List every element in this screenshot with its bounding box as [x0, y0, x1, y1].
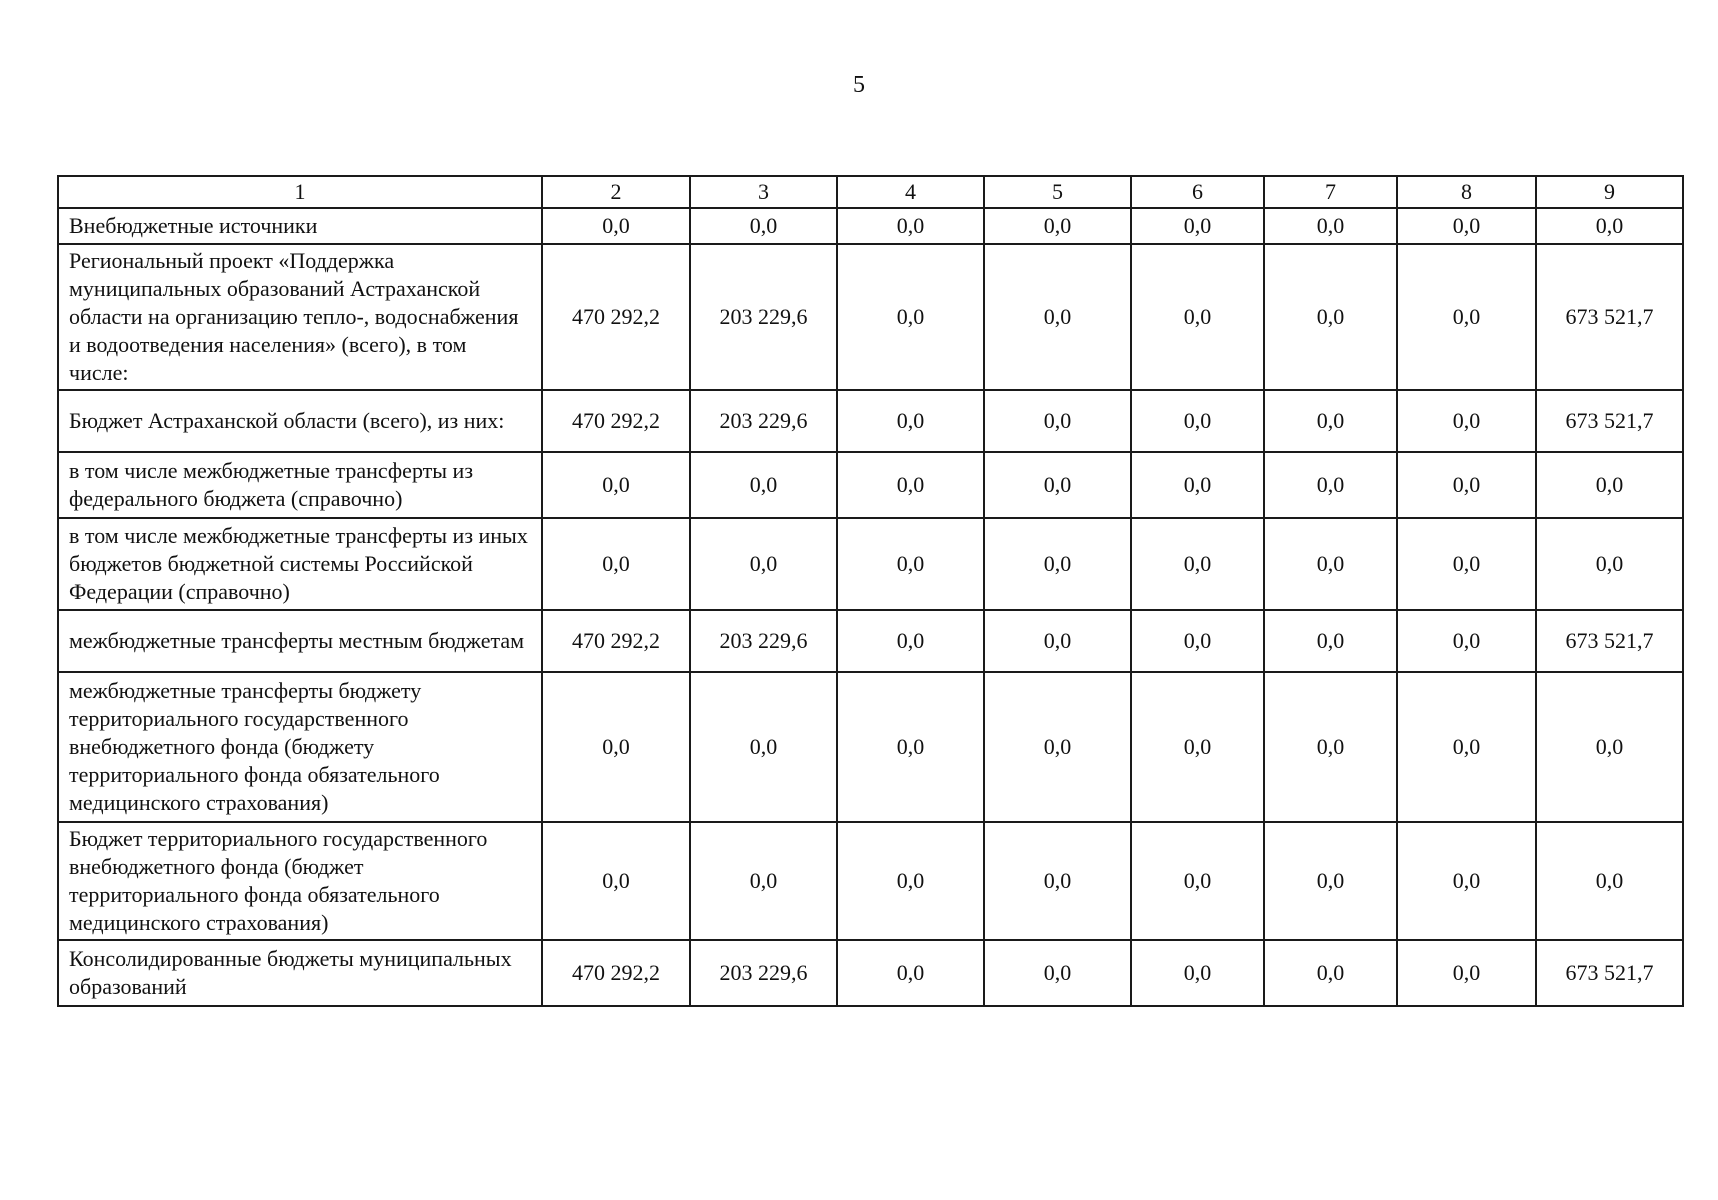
value-cell-col-8: 0,0	[1397, 208, 1536, 244]
table-row	[58, 940, 1683, 1006]
value-cell-col-2: 470 292,2	[542, 940, 690, 1006]
column-number-3: 3	[690, 176, 837, 208]
value-cell-col-2: 0,0	[542, 518, 690, 610]
value-cell-col-8: 0,0	[1397, 610, 1536, 672]
value-cell-col-7: 0,0	[1264, 244, 1397, 390]
value-cell-col-5: 0,0	[984, 244, 1131, 390]
value-cell-col-7: 0,0	[1264, 390, 1397, 452]
value-cell-col-4: 0,0	[837, 208, 984, 244]
value-cell-col-6: 0,0	[1131, 390, 1264, 452]
value-cell-col-5: 0,0	[984, 672, 1131, 822]
column-number-1: 1	[58, 176, 542, 208]
value-cell-col-6: 0,0	[1131, 940, 1264, 1006]
row-label: Бюджет Астраханской области (всего), из них:	[58, 390, 542, 452]
column-number-6: 6	[1131, 176, 1264, 208]
value-cell-col-7: 0,0	[1264, 940, 1397, 1006]
value-cell-col-3: 203 229,6	[690, 390, 837, 452]
value-cell-col-8: 0,0	[1397, 452, 1536, 518]
value-cell-col-8: 0,0	[1397, 940, 1536, 1006]
value-cell-col-6: 0,0	[1131, 208, 1264, 244]
value-cell-col-2: 470 292,2	[542, 244, 690, 390]
table-body	[58, 176, 1683, 1006]
value-cell-col-9: 673 521,7	[1536, 940, 1683, 1006]
value-cell-col-2: 0,0	[542, 672, 690, 822]
table-row	[58, 208, 1683, 244]
table-row	[58, 452, 1683, 518]
value-cell-col-4: 0,0	[837, 244, 984, 390]
table-row	[58, 390, 1683, 452]
value-cell-col-4: 0,0	[837, 390, 984, 452]
value-cell-col-8: 0,0	[1397, 244, 1536, 390]
table-row	[58, 518, 1683, 610]
column-number-2: 2	[542, 176, 690, 208]
row-label: межбюджетные трансферты бюджету территориального государственного внебюджетного фонда (бюджету территориального фонда обязательного медицинского страхования)	[58, 672, 542, 822]
value-cell-col-8: 0,0	[1397, 672, 1536, 822]
value-cell-col-7: 0,0	[1264, 610, 1397, 672]
table-row	[58, 610, 1683, 672]
value-cell-col-4: 0,0	[837, 822, 984, 940]
value-cell-col-3: 0,0	[690, 518, 837, 610]
value-cell-col-2: 470 292,2	[542, 610, 690, 672]
value-cell-col-3: 0,0	[690, 822, 837, 940]
value-cell-col-2: 0,0	[542, 822, 690, 940]
value-cell-col-3: 0,0	[690, 672, 837, 822]
value-cell-col-2: 0,0	[542, 208, 690, 244]
table-row	[58, 672, 1683, 822]
value-cell-col-5: 0,0	[984, 208, 1131, 244]
column-number-9: 9	[1536, 176, 1683, 208]
table-row	[58, 822, 1683, 940]
value-cell-col-3: 203 229,6	[690, 940, 837, 1006]
value-cell-col-7: 0,0	[1264, 208, 1397, 244]
value-cell-col-8: 0,0	[1397, 822, 1536, 940]
value-cell-col-9: 0,0	[1536, 518, 1683, 610]
row-label: Региональный проект «Поддержка муниципальных образований Астраханской области на организацию тепло-, водоснабжения и водоотведения населения» (всего), в том числе:	[58, 244, 542, 390]
value-cell-col-3: 0,0	[690, 208, 837, 244]
value-cell-col-8: 0,0	[1397, 518, 1536, 610]
value-cell-col-3: 203 229,6	[690, 244, 837, 390]
value-cell-col-5: 0,0	[984, 610, 1131, 672]
value-cell-col-5: 0,0	[984, 518, 1131, 610]
value-cell-col-3: 0,0	[690, 452, 837, 518]
value-cell-col-4: 0,0	[837, 940, 984, 1006]
value-cell-col-9: 673 521,7	[1536, 610, 1683, 672]
row-label: Консолидированные бюджеты муниципальных образований	[58, 940, 542, 1006]
value-cell-col-6: 0,0	[1131, 610, 1264, 672]
value-cell-col-9: 0,0	[1536, 822, 1683, 940]
value-cell-col-9: 0,0	[1536, 208, 1683, 244]
value-cell-col-3: 203 229,6	[690, 610, 837, 672]
value-cell-col-5: 0,0	[984, 822, 1131, 940]
value-cell-col-5: 0,0	[984, 390, 1131, 452]
row-label: Бюджет территориального государственного внебюджетного фонда (бюджет территориального фонда обязательного медицинского страхования)	[58, 822, 542, 940]
value-cell-col-9: 0,0	[1536, 452, 1683, 518]
table-row	[58, 244, 1683, 390]
row-label: Внебюджетные источники	[58, 208, 542, 244]
value-cell-col-6: 0,0	[1131, 518, 1264, 610]
value-cell-col-6: 0,0	[1131, 672, 1264, 822]
column-number-8: 8	[1397, 176, 1536, 208]
value-cell-col-4: 0,0	[837, 452, 984, 518]
value-cell-col-6: 0,0	[1131, 822, 1264, 940]
value-cell-col-4: 0,0	[837, 610, 984, 672]
page-number: 5	[853, 72, 865, 98]
column-number-5: 5	[984, 176, 1131, 208]
value-cell-col-9: 673 521,7	[1536, 244, 1683, 390]
value-cell-col-9: 673 521,7	[1536, 390, 1683, 452]
value-cell-col-7: 0,0	[1264, 452, 1397, 518]
column-number-row	[58, 176, 1683, 208]
row-label: в том числе межбюджетные трансферты из иных бюджетов бюджетной системы Российской Федерации (справочно)	[58, 518, 542, 610]
row-label: в том числе межбюджетные трансферты из федерального бюджета (справочно)	[58, 452, 542, 518]
value-cell-col-7: 0,0	[1264, 672, 1397, 822]
column-number-7: 7	[1264, 176, 1397, 208]
value-cell-col-5: 0,0	[984, 940, 1131, 1006]
value-cell-col-9: 0,0	[1536, 672, 1683, 822]
value-cell-col-2: 470 292,2	[542, 390, 690, 452]
value-cell-col-5: 0,0	[984, 452, 1131, 518]
column-number-4: 4	[837, 176, 984, 208]
value-cell-col-6: 0,0	[1131, 452, 1264, 518]
value-cell-col-4: 0,0	[837, 518, 984, 610]
value-cell-col-7: 0,0	[1264, 822, 1397, 940]
budget-table	[57, 175, 1684, 1007]
value-cell-col-8: 0,0	[1397, 390, 1536, 452]
value-cell-col-2: 0,0	[542, 452, 690, 518]
value-cell-col-7: 0,0	[1264, 518, 1397, 610]
row-label: межбюджетные трансферты местным бюджетам	[58, 610, 542, 672]
value-cell-col-6: 0,0	[1131, 244, 1264, 390]
value-cell-col-4: 0,0	[837, 672, 984, 822]
